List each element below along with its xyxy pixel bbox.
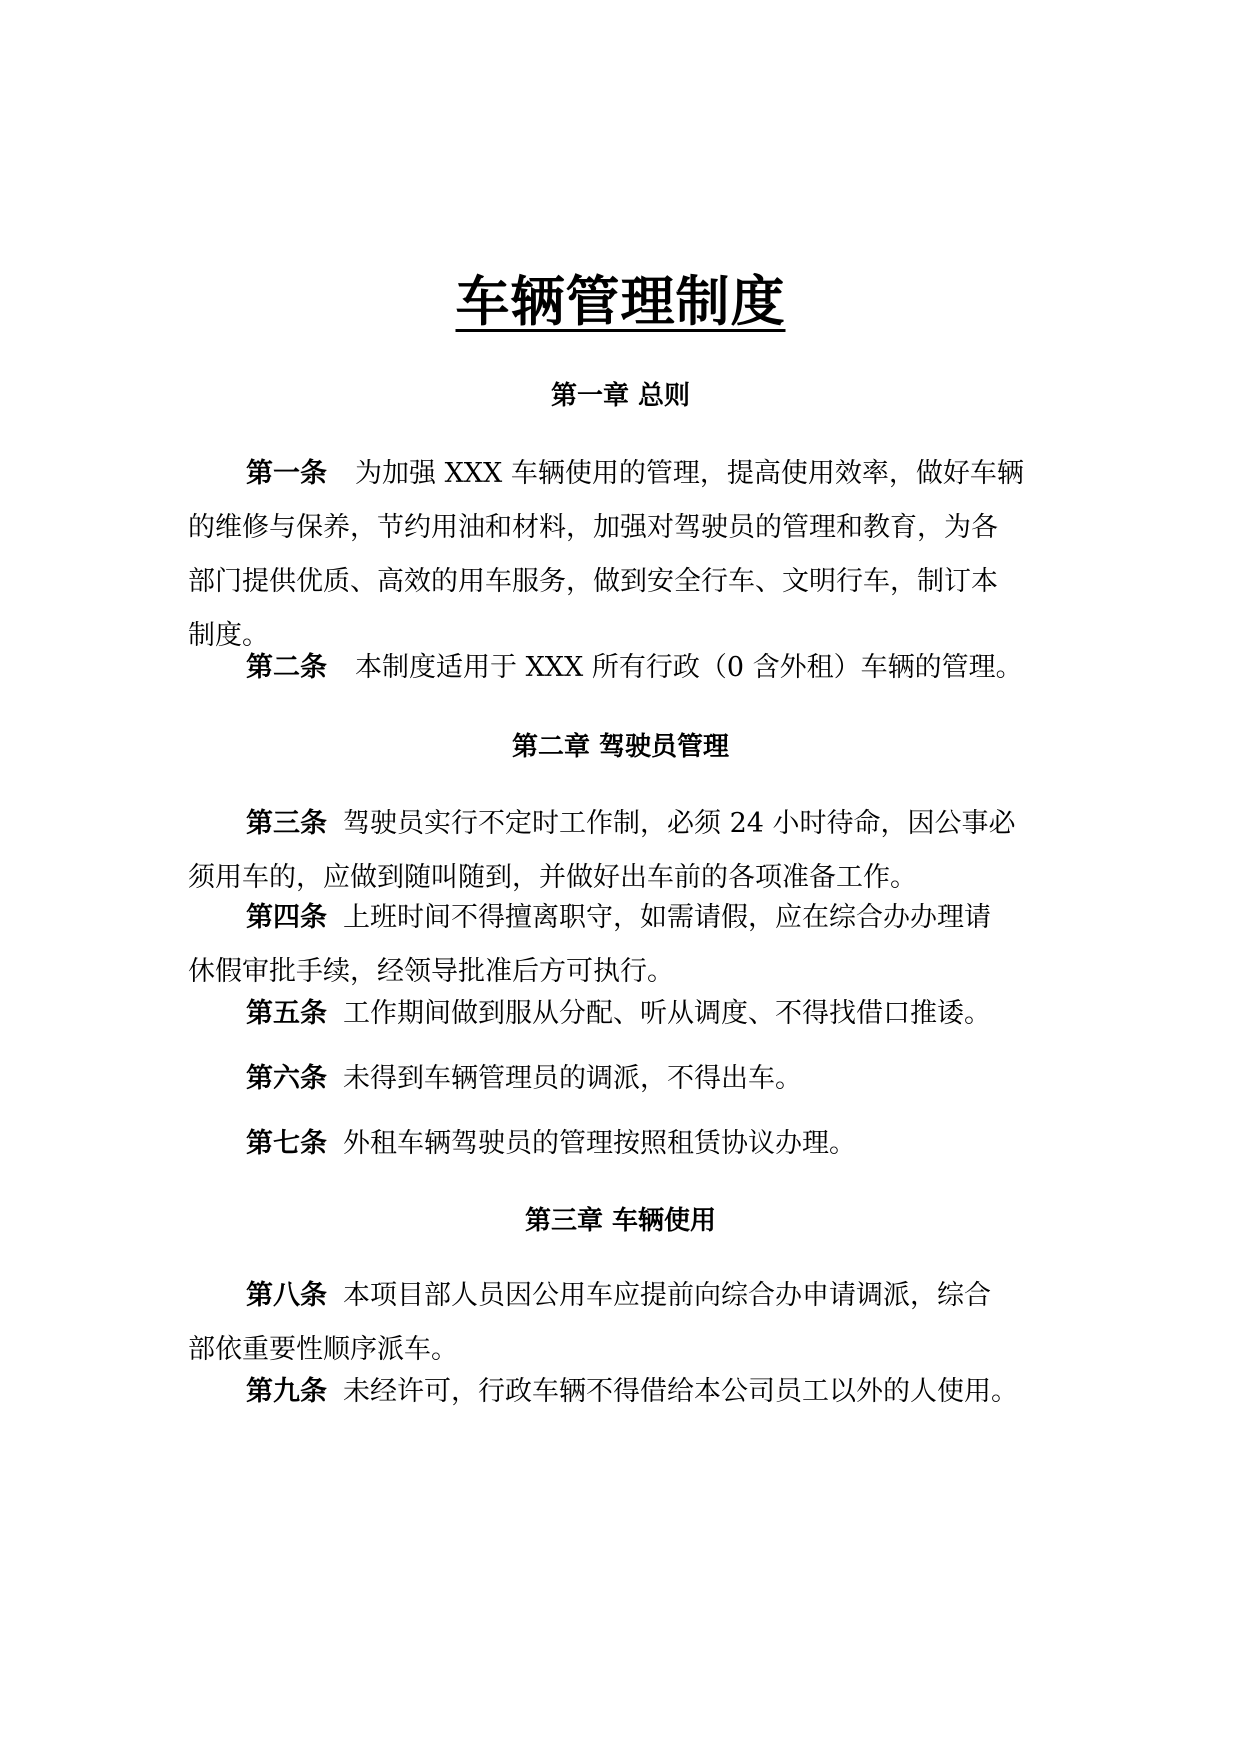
article-text: 须用车的，应做到随叫随到，并做好出车前的各项准备工作。 <box>188 862 917 893</box>
article <box>188 1052 1068 1106</box>
article-text: 休假审批手续，经领导批准后方可执行。 <box>188 956 674 987</box>
article-text: 未经许可，行政车辆不得借给本公司员工以外的人使用。 <box>343 1376 1018 1407</box>
article-text: 制度。 <box>188 620 269 651</box>
chapter-heading: 第一章 总则 <box>550 381 691 411</box>
article-number: 第六条 <box>246 1063 327 1094</box>
article <box>188 797 1068 905</box>
article <box>188 987 1068 1041</box>
article-text: 本制度适用于 XXX 所有行政（0 含外租）车辆的管理。 <box>355 652 1023 683</box>
article <box>188 447 1068 663</box>
article-number: 第七条 <box>246 1128 327 1159</box>
article-text: 部门提供优质、高效的用车服务，做到安全行车、文明行车，制订本 <box>188 566 998 597</box>
chapter-heading: 第三章 车辆使用 <box>524 1206 717 1236</box>
article-number: 第四条 <box>246 902 327 933</box>
article <box>188 1365 1068 1419</box>
chapter-heading: 第二章 驾驶员管理 <box>511 732 730 762</box>
article-text: 工作期间做到服从分配、听从调度、不得找借口推诿。 <box>343 998 991 1029</box>
article-number: 第三条 <box>246 808 327 839</box>
document-title: 车辆管理制度 <box>455 270 786 333</box>
article-text: 的维修与保养，节约用油和材料，加强对驾驶员的管理和教育，为各 <box>188 512 998 543</box>
article-number: 第一条 <box>246 458 327 489</box>
article-text: 部依重要性顺序派车。 <box>188 1334 458 1365</box>
article-text: 外租车辆驾驶员的管理按照租赁协议办理。 <box>343 1128 856 1159</box>
article-text: 未得到车辆管理员的调派，不得出车。 <box>343 1063 802 1094</box>
article <box>188 641 1068 695</box>
article-text: 本项目部人员因公用车应提前向综合办申请调派，综合 <box>343 1280 991 1311</box>
article <box>188 1269 1068 1377</box>
article-number: 第八条 <box>246 1280 327 1311</box>
article-text: 为加强 XXX 车辆使用的管理，提高使用效率，做好车辆 <box>355 458 1024 489</box>
article <box>188 1117 1068 1171</box>
article-number: 第二条 <box>246 652 327 683</box>
article-number: 第九条 <box>246 1376 327 1407</box>
article-text: 驾驶员实行不定时工作制，必须 24 小时待命，因公事必 <box>343 808 1016 839</box>
article-text: 上班时间不得擅离职守，如需请假，应在综合办办理请 <box>343 902 991 933</box>
article-number: 第五条 <box>246 998 327 1029</box>
article <box>188 891 1068 999</box>
